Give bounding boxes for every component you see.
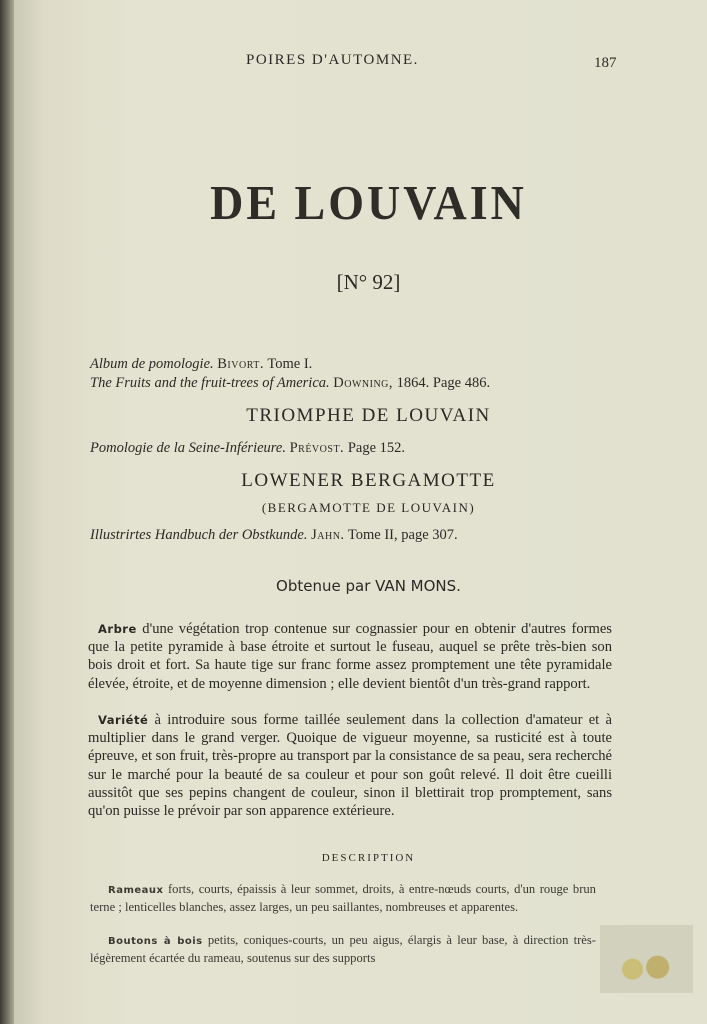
reference-line (90, 375, 490, 392)
arbre-paragraph (88, 620, 612, 693)
synonym-subheading: (BERGAMOTTE DE LOUVAIN) (261, 500, 476, 515)
obtained-by: Obtenue par VAN MONS. (276, 577, 461, 595)
reference-detail: Tome I. (267, 356, 313, 372)
reference-work: Illustrirtes Handbuch der Obstkunde. (90, 527, 308, 543)
boutons-label: Boutons à bois (108, 936, 203, 947)
description-heading: DESCRIPTION (321, 852, 416, 864)
reference-author: Downing, (333, 375, 394, 391)
boutons-paragraph (90, 932, 596, 967)
variete-label: Variété (98, 713, 149, 727)
pear-thumbnail-image (600, 925, 693, 993)
rameaux-label: Rameaux (108, 885, 164, 896)
synonym-heading: LOWENER BERGAMOTTE (241, 470, 496, 491)
running-head: POIRES D'AUTOMNE. (246, 52, 419, 68)
variety-number: [N° 92] (336, 270, 401, 294)
page-number: 187 (594, 55, 617, 71)
variete-paragraph (88, 711, 612, 820)
reference-author: Bivort. (217, 356, 265, 372)
reference-detail: 1864. Page 486. (396, 375, 491, 391)
reference-work: Pomologie de la Seine-Inférieure. (90, 440, 286, 456)
rameaux-text: forts, courts, épaissis à leur sommet, droits, à entre-nœuds courts, d'un rouge brun terne ; lenticelles blanches, assez larges, un peu saillantes, nombreuses et apparentes. (90, 882, 596, 914)
reference-line (90, 356, 312, 373)
boutons-text: petits, coniques-courts, un peu aigus, élargis à leur base, à direction très-légèrement écartée du rameau, soutenus sur des supports (90, 933, 596, 965)
variete-text: à introduire sous forme taillée seulement dans la collection d'amateur et à multiplier dans le grand verger. Quoique de vigueur moyenne, sa rusticité est à toute épreuve, et son fruit, très-propre au transport par la consistance de sa peau, sera recherché sur le marché pour la beauté de sa couleur et pour son goût relevé. Il doit être cueilli aussitôt que ses pepins changent de couleur, sinon il blettirait trop promptement, sans qu'on puisse le prévoir par son apparence extérieure. (88, 712, 612, 820)
reference-author: Jahn. (311, 527, 345, 543)
rameaux-paragraph (90, 881, 596, 916)
reference-line (90, 527, 458, 544)
reference-detail: Page 152. (347, 440, 405, 456)
reference-author: Prévost. (289, 440, 345, 456)
reference-work: Album de pomologie. (90, 356, 214, 372)
arbre-label: Arbre (98, 622, 137, 636)
arbre-text: d'une végétation trop contenue sur cognassier pour en obtenir d'autres formes que la petite pyramide à base étroite et surtout le fuseau, auquel se prête très-bien son bois droit et fort. Sa haute tige sur franc forme assez promptement une tête pyramidale élevée, étroite, et de moyenne dimension ; elle devient bientôt d'un très-grand rapport. (88, 621, 612, 692)
reference-detail: Tome II, page 307. (347, 527, 458, 543)
page-title: DE LOUVAIN (210, 175, 527, 230)
reference-work: The Fruits and the fruit-trees of America. (90, 375, 330, 391)
reference-line (90, 440, 405, 457)
synonym-heading: TRIOMPHE DE LOUVAIN (246, 405, 491, 426)
